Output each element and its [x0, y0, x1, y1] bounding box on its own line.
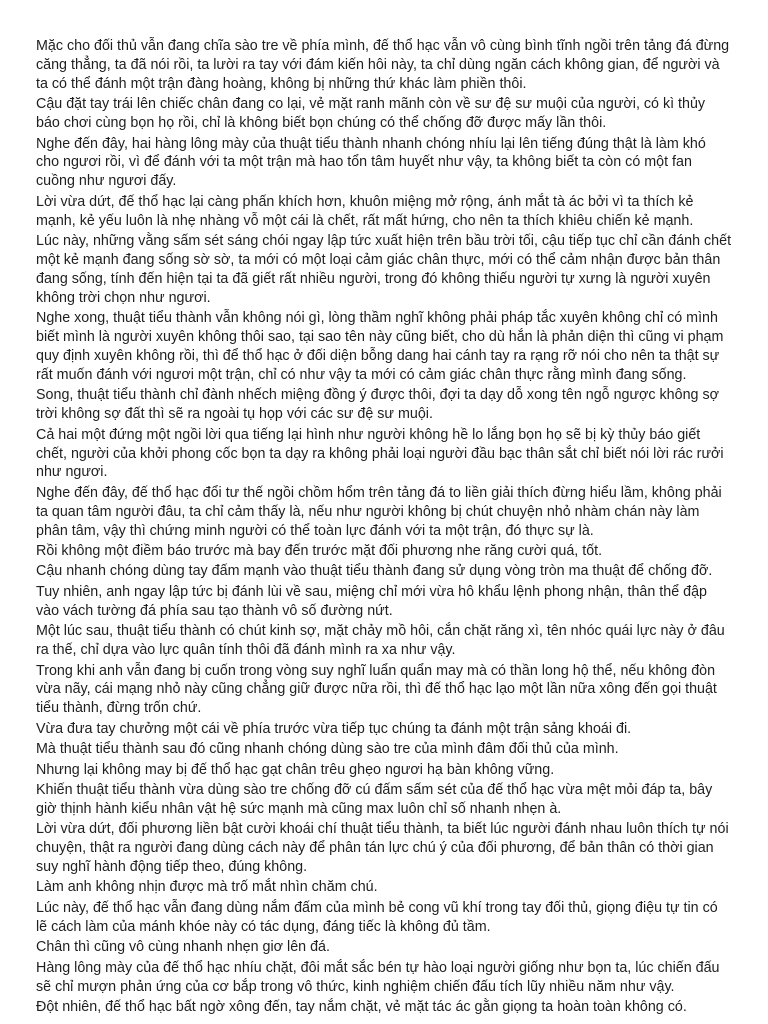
- paragraph: Song, thuật tiểu thành chỉ đành nhếch miệng đồng ý được thôi, đợi ta dạy dỗ xong tên ngỗ ngược không sợ trời không sợ đất thì sẽ ra ngoài tụ họp với các sư đệ sư muội.: [36, 387, 719, 423]
- paragraph: Đột nhiên, đế thổ hạc bất ngờ xông đến, tay nắm chặt, vẻ mặt tác ác gằn giọng ta hoàn toàn không có.: [36, 998, 687, 1015]
- paragraph: Lúc này, đế thổ hạc vẫn đang dùng nắm đấm của mình bẻ cong vũ khí trong tay đối thủ, giọng điệu tự tin có lẽ cách làm của mánh khóe này có tác dụng, đáng tiếc là không đủ tầm.: [36, 899, 718, 935]
- paragraph: Trong khi anh vẫn đang bị cuốn trong vòng suy nghĩ luẩn quẩn may mà có thần long hộ thể, nếu không đòn vừa nãy, cái mạng nhỏ này cũng chẳng giữ được nữa rồi, thì đế thổ hạc lạo một lần nữa xông đến gọi thuật tiểu thành, đừng trốn chứ.: [36, 662, 717, 717]
- paragraph: Nghe đến đây, đế thổ hạc đổi tư thế ngồi chồm hổm trên tảng đá to liền giải thích đừng hiểu lầm, không phải ta quan tâm người đâu, ta chỉ cảm thấy là, nếu như người không bị chút chuyện nhỏ nhàm chán này làm phân tâm, vậy thì chứng minh người có thể toàn lực đánh với ta một trận, đó thực sự là.: [36, 484, 722, 539]
- paragraph: Tuy nhiên, anh ngay lập tức bị đánh lùi về sau, miệng chỉ mới vừa hô khẩu lệnh phong nhận, thân thể đập vào vách tường đá phía sau tạo thành vô số đường nứt.: [36, 583, 707, 619]
- paragraph: Khiến thuật tiểu thành vừa dùng sào tre chống đỡ cú đấm sấm sét của đế thổ hạc vừa mệt mỏi đáp ta, bây giờ thịnh hành kiểu nhân vật hệ sức mạnh mà cũng max luôn chỉ số nhanh nhẹn à.: [36, 781, 713, 817]
- paragraph: Rồi không một điềm báo trước mà bay đến trước mặt đối phương nhe răng cười quá, tốt.: [36, 543, 603, 560]
- paragraph: Lời vừa dứt, đế thổ hạc lại càng phấn khích hơn, khuôn miệng mở rộng, ánh mắt tà ác bởi vì ta thích kẻ mạnh, kẻ yếu luôn là nhẹ nhàng vỗ một cái là chết, rất mất hứng, cho nên ta thích khiêu chiến kẻ mạnh.: [36, 193, 694, 229]
- paragraph: Chân thì cũng vô cùng nhanh nhẹn giơ lên đá.: [36, 939, 330, 956]
- paragraph: Cả hai một đứng một ngồi lời qua tiếng lại hình như người không hề lo lắng bọn họ sẽ bị kỳ thủy báo giết chết, người của khởi phong cốc bọn ta dạy ra không phải loại người đầu bạc thân sắt chỉ biết nói lời rác rưởi như ngươi.: [36, 426, 724, 481]
- paragraph: Hàng lông mày của đế thổ hạc nhíu chặt, đôi mắt sắc bén tự hào loại người giống như bọn ta, lúc chiến đấu sẽ chỉ mượn phản ứng của cơ bắp trong vô thức, kinh nghiệm chiến đấu tích lũy nhiều năm như vậy.: [36, 959, 720, 995]
- paragraph: Lúc này, những vằng sấm sét sáng chói ngay lập tức xuất hiện trên bầu trời tối, cậu tiếp tục chỉ cần đánh chết một kẻ mạnh đang sống sờ sờ, ta mới có một loại cảm giác chân thực, mới có thể cảm nhận được bản thân đang sống, tính đến hiện tại ta đã giết rất nhiều người, trong đó không thiếu người tự xưng là người xuyên không trời chọn như ngươi.: [36, 233, 732, 306]
- paragraph: Vừa đưa tay chưởng một cái về phía trước vừa tiếp tục chúng ta đánh một trận sảng khoái đi.: [36, 720, 632, 737]
- paragraph: Lời vừa dứt, đối phương liền bật cười khoái chí thuật tiểu thành, ta biết lúc người đánh nhau luôn thích tự nói chuyện, thật ra người đang dùng cách này để phân tán lực chú ý của đối phương, để bản thân có thời gian suy nghĩ hành động tiếp theo, đúng không.: [36, 821, 729, 876]
- paragraph: Nghe đến đây, hai hàng lông mày của thuật tiểu thành nhanh chóng nhíu lại lên tiếng đúng thật là làm khó cho ngươi rồi, vì để đánh với ta một trận mà hao tổn tâm huyết như vậy, ta không biết ta còn có một fan cuồng như ngươi đấy.: [36, 135, 706, 190]
- paragraph: Mặc cho đối thủ vẫn đang chĩa sào tre về phía mình, đế thổ hạc vẫn vô cùng bình tĩnh ngồi trên tảng đá đừng căng thẳng, ta đã nói rồi, ta lười ra tay với đám kiến hôi này, ta chỉ dùng ngăn cách không gian, để người và ta có thể đánh một trận đàng hoàng, không bị những thứ khác làm phiền thôi.: [36, 38, 730, 92]
- paragraph: Mà thuật tiểu thành sau đó cũng nhanh chóng dùng sào tre của mình đâm đối thủ của mình.: [36, 741, 619, 758]
- paragraph: Nhưng lại không may bị đế thổ hạc gạt chân trêu ghẹo ngươi hạ bàn không vững.: [36, 761, 555, 778]
- paragraph: Cậu đặt tay trái lên chiếc chân đang co lại, vẻ mặt ranh mãnh còn về sư đệ sư muội của người, có kì thủy báo chơi cùng bọn họ rồi, chỉ là không biết bọn chúng có thể chống đỡ được mấy lần thôi.: [36, 96, 706, 132]
- paragraph: Cậu nhanh chóng dùng tay đấm mạnh vào thuật tiểu thành đang sử dụng vòng tròn ma thuật để chống đỡ.: [36, 563, 713, 580]
- paragraph: Một lúc sau, thuật tiểu thành có chút kinh sợ, mặt chảy mồ hôi, cắn chặt răng xì, tên nhóc quái lực này ở đâu ra thế, chỉ dựa vào lực quân tính thôi đã đánh mình ra xa như vậy.: [36, 623, 725, 659]
- paragraph: Nghe xong, thuật tiểu thành vẫn không nói gì, lòng thầm nghĩ không phải pháp tắc xuyên không chỉ có mình biết mình là người xuyên không thôi sao, tại sao tên này cũng biết, cho dù hắn là phản diện thì cũng vi phạm quy định xuyên không rồi, thì để thổ hạc ở đối diện bỗng dang hai cánh tay ra rạng rỡ nói cho nên ta thật sự rất muốn đánh với ngươi một trận, chỉ có như vậy ta mới có cảm giác chân thực rằng mình đang sống.: [36, 310, 724, 383]
- paragraph: Làm anh không nhịn được mà trố mắt nhìn chăm chú.: [36, 879, 378, 896]
